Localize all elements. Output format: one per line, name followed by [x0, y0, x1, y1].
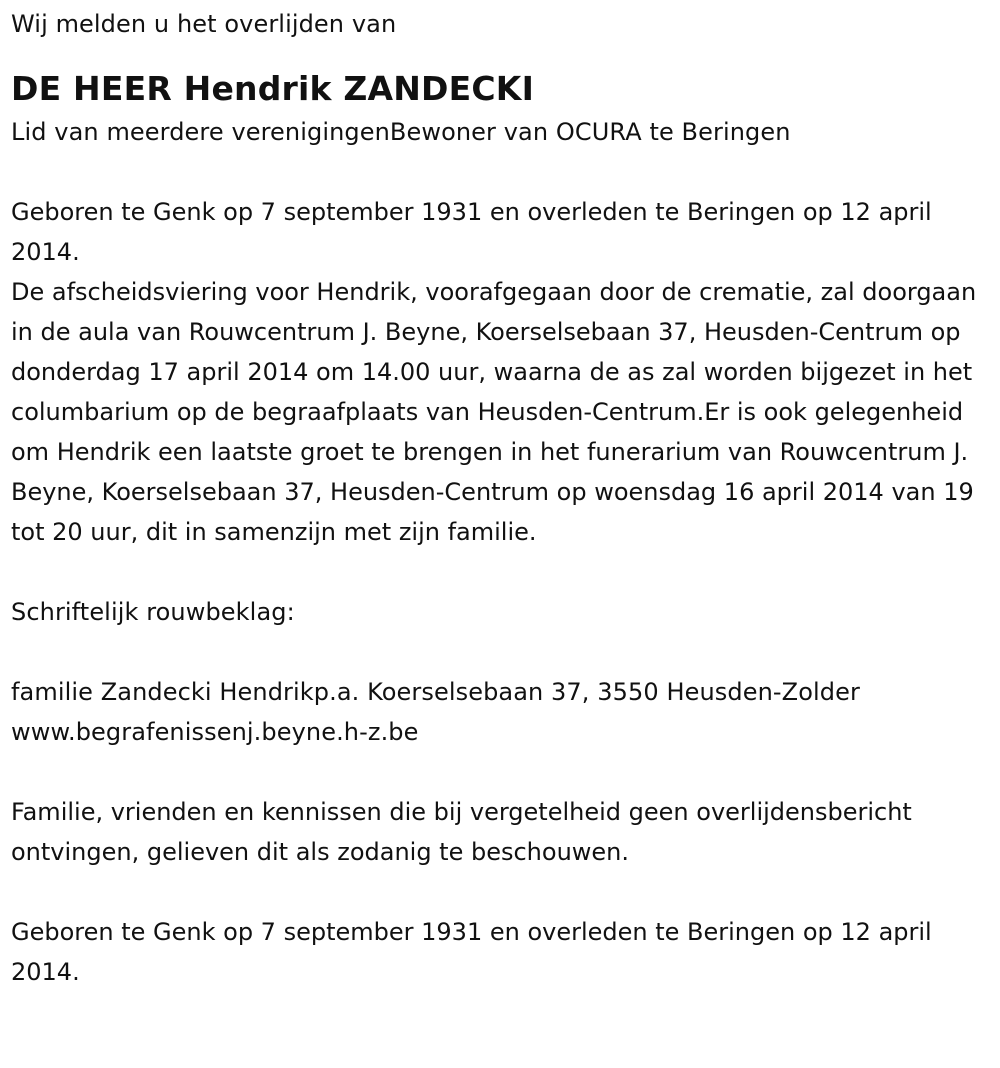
birth-death-text: Geboren te Genk op 7 september 1931 en overleden te Beringen op 12 april 2014.	[11, 198, 932, 266]
deceased-name-heading: DE HEER Hendrik ZANDECKI	[11, 69, 535, 108]
intro-text: Wij melden u het overlijden van	[11, 10, 397, 38]
birth-death-repeat-text: Geboren te Genk op 7 september 1931 en overleden te Beringen op 12 april 2014.	[11, 918, 932, 986]
ceremony-text: De afscheidsviering voor Hendrik, voorafgegaan door de crematie, zal doorgaan in de aula van Rouwcentrum J. Beyne, Koerselsebaan 37, Heusden-Centrum op donderdag 17 april 2014 om 14.00 uur, waarna de as zal worden bijgezet in het columbarium op de begraafplaats van Heusden-Centrum.Er is ook gelegenheid om Hendrik een laatste groet te brengen in het funerarium van Rouwcentrum J. Beyne, Koerselsebaan 37, Heusden-Centrum op woensdag 16 april 2014 van 19 tot 20 uur, dit in samenzijn met zijn familie.	[11, 278, 977, 546]
spacer	[11, 632, 991, 672]
spacer	[11, 152, 991, 192]
spacer	[11, 752, 991, 792]
condolence-address: familie Zandecki Hendrikp.a. Koerselsebaan 37, 3550 Heusden-Zolder	[11, 678, 860, 706]
spacer	[11, 872, 991, 912]
deceased-subtitle: Lid van meerdere verenigingenBewoner van OCURA te Beringen	[11, 118, 791, 146]
website-link[interactable]: www.begrafenissenj.beyne.h-z.be	[11, 718, 419, 746]
spacer	[11, 552, 991, 592]
obituary-document	[11, 0, 991, 992]
condolence-heading: Schriftelijk rouwbeklag:	[11, 598, 295, 626]
notice-text: Familie, vrienden en kennissen die bij vergetelheid geen overlijdensbericht ontvingen, gelieven dit als zodanig te beschouwen.	[11, 798, 912, 866]
